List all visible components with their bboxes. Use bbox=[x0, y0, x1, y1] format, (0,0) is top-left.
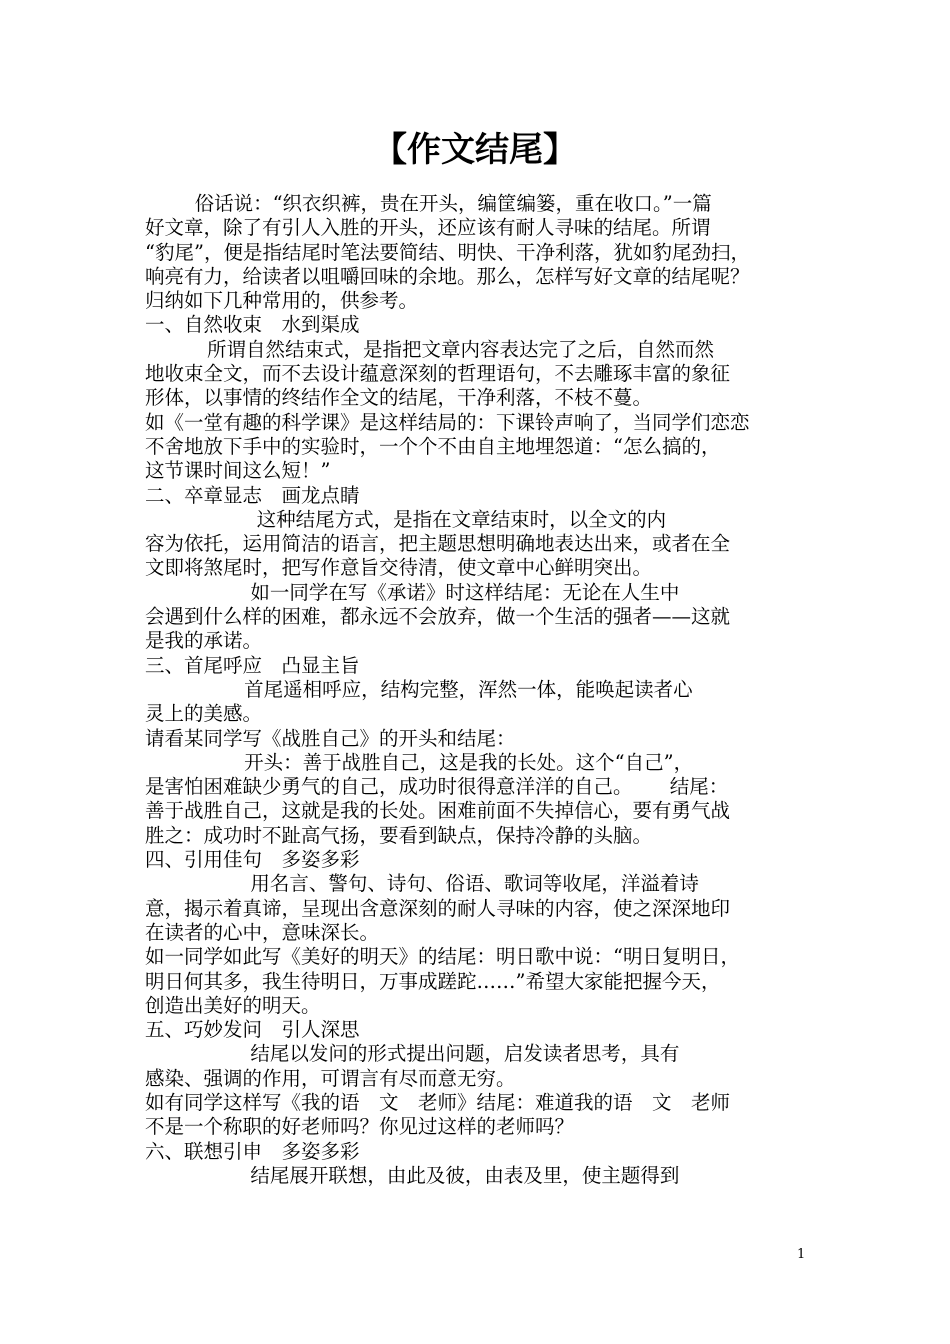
text-line: 五、巧妙发问 引人深思 bbox=[145, 1018, 360, 1042]
text-line: 容为依托，运用简洁的语言，把主题思想明确地表达出来，或者在全 bbox=[145, 532, 731, 556]
text-line: 在读者的心中，意味深长。 bbox=[145, 920, 380, 944]
text-line: 善于战胜自己，这就是我的长处。困难前面不失掉信心，要有勇气战 bbox=[145, 799, 731, 823]
text-line: 所谓自然结束式，是指把文章内容表达完了之后，自然而然 bbox=[145, 337, 714, 361]
text-line: 这种结尾方式，是指在文章结束时，以全文的内 bbox=[145, 507, 667, 531]
text-line: 是我的承诺。 bbox=[145, 629, 263, 653]
text-line: 三、首尾呼应 凸显主旨 bbox=[145, 653, 360, 677]
text-line: 感染、强调的作用，可谓言有尽而意无穷。 bbox=[145, 1066, 516, 1090]
text-line: 不是一个称职的好老师吗？你见过这样的老师吗？ bbox=[145, 1115, 575, 1139]
text-line: 是害怕困难缺少勇气的自己，成功时很得意洋洋的自己。 结尾： bbox=[145, 775, 729, 799]
text-line: 结尾展开联想，由此及彼，由表及里，使主题得到 bbox=[145, 1163, 680, 1187]
text-line: 地收束全文，而不去设计蕴意深刻的哲理语句，不去雕琢丰富的象征 bbox=[145, 362, 731, 386]
text-line: 用名言、警句、诗句、俗语、歌词等收尾，洋溢着诗 bbox=[145, 872, 699, 896]
text-line: 意，揭示着真谛，呈现出含意深刻的耐人寻味的内容，使之深深地印 bbox=[145, 896, 731, 920]
text-line: 首尾遥相呼应，结构完整，浑然一体，能唤起读者心 bbox=[145, 677, 693, 701]
text-line: 创造出美好的明天。 bbox=[145, 993, 321, 1017]
text-line: 请看某同学写《战胜自己》的开头和结尾： bbox=[145, 726, 516, 750]
text-line: 这节课时间这么短！” bbox=[145, 459, 331, 483]
text-line: 俗话说：“织衣织裤，贵在开头，编筐编篓，重在收口。”一篇 bbox=[145, 192, 712, 215]
page-title: 【作文结尾】 bbox=[373, 130, 577, 170]
text-line: 六、联想引申 多姿多彩 bbox=[145, 1139, 360, 1163]
text-line: 不舍地放下手中的实验时，一个个不由自主地埋怨道：“怎么搞的， bbox=[145, 434, 721, 458]
text-line: 灵上的美感。 bbox=[145, 702, 263, 726]
text-line: “豹尾”，便是指结尾时笔法要简结、明快、干净利落，犹如豹尾劲扫， bbox=[145, 240, 750, 264]
text-line: 文即将煞尾时，把写作意旨交待清，使文章中心鲜明突出。 bbox=[145, 556, 653, 580]
text-line: 明日何其多，我生待明日，万事成蹉跎……”希望大家能把握今天， bbox=[145, 969, 721, 993]
text-line: 结尾以发问的形式提出问题，启发读者思考，具有 bbox=[145, 1042, 680, 1066]
text-line: 四、引用佳句 多姿多彩 bbox=[145, 848, 360, 872]
text-line: 一、自然收束 水到渠成 bbox=[145, 313, 360, 337]
text-line: 好文章，除了有引人入胜的开头，还应该有耐人寻味的结尾。所谓 bbox=[145, 216, 711, 240]
text-line: 形体，以事情的终结作全文的结尾，干净利落，不枝不蔓。 bbox=[145, 386, 653, 410]
text-line: 如有同学这样写《我的语 文 老师》结尾：难道我的语 文 老师 bbox=[145, 1090, 731, 1114]
text-line: 如一同学如此写《美好的明天》的结尾：明日歌中说：“明日复明日， bbox=[145, 945, 740, 969]
text-line: 如《一堂有趣的科学课》是这样结局的：下课铃声响了，当同学们恋恋 bbox=[145, 410, 750, 434]
text-line: 归纳如下几种常用的，供参考。 bbox=[145, 289, 419, 313]
text-line: 胜之：成功时不趾高气扬，要看到缺点，保持冷静的头脑。 bbox=[145, 823, 653, 847]
page-number: 1 bbox=[797, 1247, 806, 1262]
text-line: 如一同学在写《承诺》时这样结尾：无论在人生中 bbox=[145, 580, 680, 604]
text-line: 二、卒章显志 画龙点睛 bbox=[145, 483, 360, 507]
text-line: 会遇到什么样的困难，都永远不会放弃，做一个生活的强者——这就 bbox=[145, 605, 731, 629]
text-line: 响亮有力，给读者以咀嚼回味的余地。那么，怎样写好文章的结尾呢？ bbox=[145, 264, 750, 288]
text-line: 开头：善于战胜自己，这是我的长处。这个“自己”， bbox=[145, 750, 694, 774]
document-body bbox=[145, 192, 825, 1188]
